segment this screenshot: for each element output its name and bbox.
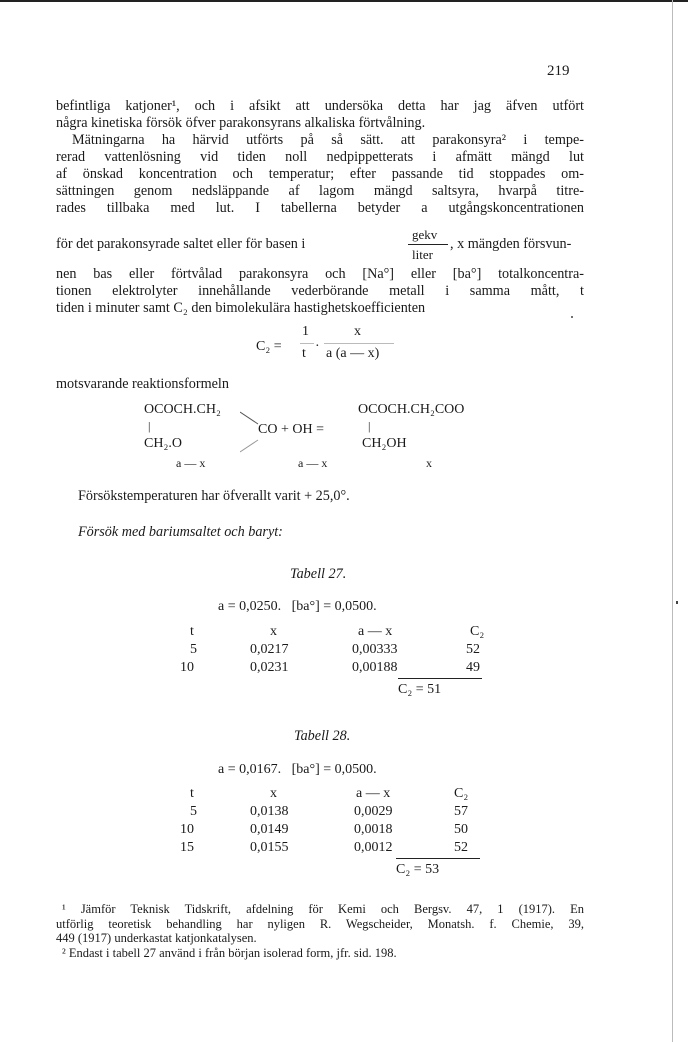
table-27-mean: C₂ = 51 bbox=[398, 682, 442, 697]
table-header-t: t bbox=[190, 786, 194, 801]
table-cell: 5 bbox=[190, 642, 197, 657]
table-header-t: t bbox=[190, 624, 194, 639]
reaction-scheme bbox=[140, 398, 480, 478]
table-cell: 0,0029 bbox=[354, 804, 393, 819]
formula-bar-1 bbox=[300, 343, 314, 344]
table-cell: 0,0155 bbox=[250, 840, 289, 855]
unit-denominator: liter bbox=[412, 247, 433, 262]
table-cell: 0,0217 bbox=[250, 642, 289, 657]
unit-line-after: , x mängden försvun- bbox=[450, 236, 572, 252]
page-top-border bbox=[0, 0, 688, 2]
table-cell: 0,0231 bbox=[250, 660, 289, 675]
footnote-2: ² Endast i tabell 27 använd i från början isolerad form, jfr. sid. 198. bbox=[62, 946, 397, 960]
formula-dot: · bbox=[315, 339, 320, 354]
table-28-title: Tabell 28. bbox=[294, 728, 351, 744]
table-28 bbox=[170, 784, 490, 894]
table-cell: 49 bbox=[466, 660, 480, 675]
formula-numerator-1: 1 bbox=[302, 324, 309, 339]
paragraph-2-continued bbox=[56, 266, 584, 317]
stray-mark bbox=[571, 316, 573, 318]
table-cell: 0,0018 bbox=[354, 822, 393, 837]
paragraph-1-line: några kinetiska försök öfver parakonsyrans alkaliska förtvålning. bbox=[56, 115, 426, 131]
reactant-top: OCOCH.CH₂ bbox=[144, 402, 221, 417]
product-bottom: CH₂OH bbox=[362, 436, 407, 451]
paragraph-2-line: rerad vattenlösning vid tiden noll nedpippetterats i afmätt mängd lut bbox=[56, 149, 584, 165]
table-28-conditions: a = 0,0167. [ba°] = 0,0500. bbox=[218, 762, 377, 777]
formula-numerator-2: x bbox=[354, 324, 361, 339]
footnote-1 bbox=[56, 902, 584, 946]
paragraph-2-line: rades tillbaka med lut. I tabellerna betyder a utgångskoncentrationen bbox=[56, 200, 584, 216]
footnote-line: ¹ Jämför Teknisk Tidskrift, afdelning för Kemi och Bergsv. 47, 1 (1917). En bbox=[62, 902, 584, 916]
product-bond: | bbox=[368, 419, 371, 433]
paragraph-2-line: tionen elektrolyter innehållande vederbörande metall i samma mått, t bbox=[56, 283, 584, 299]
oh-concentration: a — x bbox=[298, 456, 328, 470]
paragraph-2-line: tiden i minuter samt C₂ den bimolekulära hastighetskoefficienten bbox=[56, 300, 426, 316]
table-27-conditions: a = 0,0250. [ba°] = 0,0500. bbox=[218, 599, 377, 614]
footnote-line: utförlig teoretisk behandling har nyligen R. Wegscheider, Monatsh. f. Chemie, 39, bbox=[56, 916, 584, 931]
footnote-line: 449 (1917) underkastat katjonkatalysen. bbox=[56, 931, 257, 945]
table-cell: 0,0012 bbox=[354, 840, 393, 855]
formula-denominator-2: a (a — x) bbox=[326, 346, 380, 361]
reaction-middle: CO + OH = bbox=[258, 422, 324, 437]
page-edge bbox=[672, 0, 673, 1042]
table-cell: 10 bbox=[180, 822, 194, 837]
formula-lhs: C₂ = bbox=[256, 339, 282, 354]
reactant-bottom: CH₂.O bbox=[144, 436, 182, 451]
paragraph-2 bbox=[56, 132, 584, 217]
fraction-bar bbox=[408, 244, 448, 245]
table-cell: 57 bbox=[454, 804, 468, 819]
table-27 bbox=[170, 622, 490, 712]
table-27-title: Tabell 27. bbox=[290, 566, 347, 582]
reactant-bond: | bbox=[148, 419, 151, 433]
table-cell: 50 bbox=[454, 822, 468, 837]
page-number: 219 bbox=[547, 63, 570, 79]
table-header-x: x bbox=[270, 624, 277, 639]
table-rule bbox=[398, 678, 482, 679]
paragraph-1-line: befintliga katjoner¹, och i afsikt att undersöka detta har jag äfven utfört bbox=[56, 98, 584, 114]
table-cell: 0,0149 bbox=[250, 822, 289, 837]
experiment-heading: Försök med bariumsaltet och baryt: bbox=[78, 524, 283, 540]
stray-mark bbox=[676, 601, 678, 604]
table-rule bbox=[396, 858, 480, 859]
table-cell: 15 bbox=[180, 840, 194, 855]
table-cell: 0,0138 bbox=[250, 804, 289, 819]
table-header-a-minus-x: a — x bbox=[356, 786, 391, 801]
reactant-concentration: a — x bbox=[176, 456, 206, 470]
table-cell: 52 bbox=[466, 642, 480, 657]
product-concentration: x bbox=[426, 456, 432, 470]
table-cell: 10 bbox=[180, 660, 194, 675]
table-cell: 0,00333 bbox=[352, 642, 398, 657]
unit-line-before: för det parakonsyrade saltet eller för basen i bbox=[56, 236, 306, 252]
unit-numerator: gekv bbox=[412, 227, 438, 242]
unit-line bbox=[56, 220, 584, 260]
table-header-x: x bbox=[270, 786, 277, 801]
table-header-c2: C₂ bbox=[470, 624, 485, 639]
temperature-line: Försökstemperaturen har öfverallt varit + 25,0°. bbox=[78, 488, 350, 504]
table-28-mean: C₂ = 53 bbox=[396, 862, 440, 877]
reaction-intro: motsvarande reaktionsformeln bbox=[56, 376, 229, 392]
table-header-a-minus-x: a — x bbox=[358, 624, 393, 639]
rate-formula bbox=[256, 322, 416, 368]
table-cell: 52 bbox=[454, 840, 468, 855]
table-cell: 0,00188 bbox=[352, 660, 398, 675]
paragraph-2-line: Mätningarna ha härvid utförts på så sätt. att parakonsyra² i tempe- bbox=[72, 132, 584, 148]
paragraph-2-line: nen bas eller förtvålad parakonsyra och [Na°] eller [ba°] totalkoncentra- bbox=[56, 266, 584, 282]
formula-denominator-1: t bbox=[302, 346, 306, 361]
product-top: OCOCH.CH₂COO bbox=[358, 402, 465, 417]
formula-bar-2 bbox=[324, 343, 394, 344]
paragraph-2-line: sättningen genom nedsläppande af lagom mängd saltsyra, hvarpå titre- bbox=[56, 183, 584, 199]
paragraph-2-line: af önskad koncentration och temperatur; efter passande tid stoppades om- bbox=[56, 166, 584, 182]
table-header-c2: C₂ bbox=[454, 786, 469, 801]
table-cell: 5 bbox=[190, 804, 197, 819]
paragraph-1 bbox=[56, 98, 584, 132]
